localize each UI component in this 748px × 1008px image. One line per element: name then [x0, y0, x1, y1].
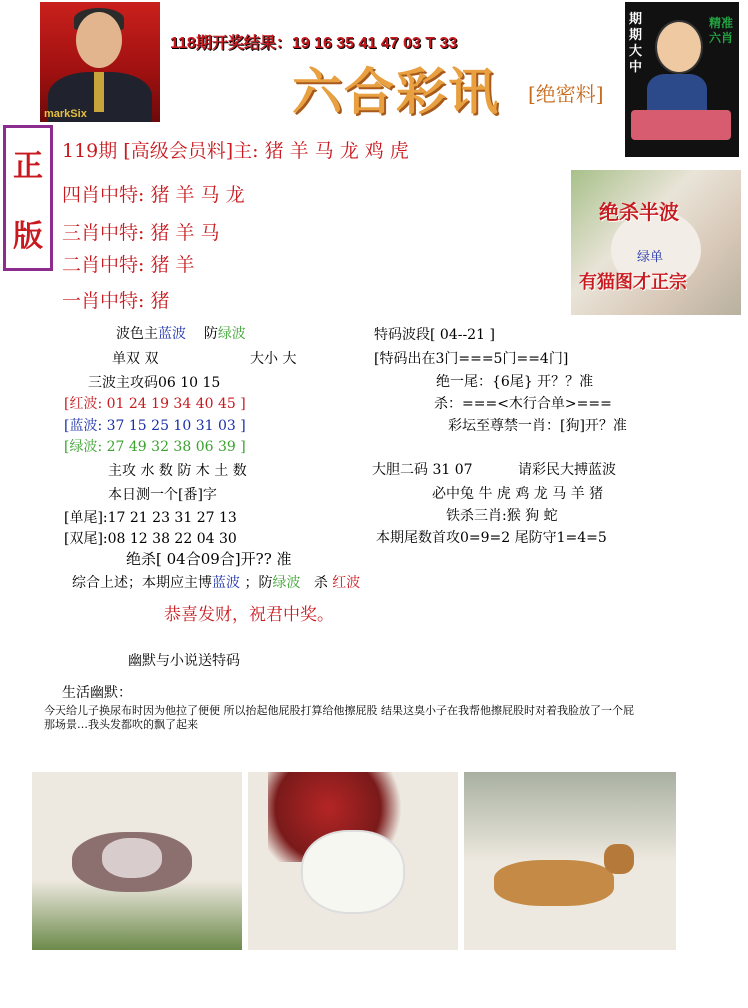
portrait-tie: [94, 72, 104, 112]
odd-tail-line: [单尾]:17 21 23 31 27 13: [64, 510, 237, 526]
two-animals: 猪 羊: [150, 254, 195, 276]
cat-box-title: 绝杀半波: [599, 200, 679, 224]
horse-painting: [464, 772, 676, 950]
three-label: 三肖中特:: [62, 222, 145, 244]
humor-text-line-1: 今天给儿子换尿布时因为他拉了便便 所以抬起他屁股打算给他擦屁股 结果这臭小子在我帮他擦屁股时对着我脸放了一个屁: [44, 704, 634, 717]
page-subtitle: [绝密料]: [528, 82, 604, 106]
one-animals: 猪: [150, 290, 170, 312]
kill-combo-line: 绝杀[ 04合09合]开?? 准: [126, 550, 292, 568]
daily-char-line: 本日测一个[番]字: [108, 487, 217, 503]
summary-kill: 杀: [313, 575, 328, 591]
page-title: 六合彩讯: [292, 62, 500, 121]
badge-char-1: 正: [13, 149, 43, 184]
issue-main-line: [62, 136, 409, 163]
green-wave-nums: 27 49 32 38 06 39 ]: [102, 439, 246, 455]
bold-two-tip: 请彩民大搏蓝波: [518, 462, 616, 478]
wave-guard-value: 绿波: [217, 326, 246, 342]
red-wave-label: [红波:: [64, 396, 103, 412]
red-wave-line: [64, 393, 246, 413]
bold-two-line: 大胆二码 31 07: [372, 462, 473, 478]
cartoon-text-right: 精准六肖: [709, 16, 734, 45]
summary-prefix: 综合上述；本期应主博: [72, 575, 212, 591]
three-animals-line: [62, 218, 220, 245]
pine-shape: [464, 772, 676, 862]
even-tail-line: [双尾]:08 12 38 22 04 30: [64, 531, 237, 547]
four-animals-line: [62, 180, 245, 207]
horse-shape: [494, 860, 614, 906]
horse-head-shape: [604, 844, 634, 874]
portrait-face: [76, 12, 122, 68]
cat-box-note: 绿单: [637, 250, 664, 265]
must-hit-line: 必中兔 牛 虎 鸡 龙 马 羊 猪: [432, 486, 604, 502]
summary-blue: 蓝波: [212, 575, 240, 591]
humor-heading: 幽默与小说送特码: [128, 653, 240, 669]
issue-label: 119期 [高级会员料]主:: [62, 140, 259, 162]
life-humor-label: 生活幽默：: [62, 685, 132, 701]
wave-main-value: 蓝波: [158, 326, 186, 342]
two-animals-line: [62, 250, 195, 277]
pig-painting: [32, 772, 242, 950]
three-animals: 猪 羊 马: [150, 222, 220, 244]
portrait-photo: [40, 2, 160, 122]
authentic-badge: [3, 125, 53, 271]
marksix-logo: markSix: [44, 108, 87, 120]
summary-line: [72, 572, 360, 592]
cartoon-head: [655, 20, 703, 74]
wave-main-label: 波色主: [116, 326, 158, 342]
summary-red: 红波: [332, 575, 361, 591]
main-attack-line: 主攻 水 数 防 木 土 数: [108, 463, 247, 479]
three-wave-line: 三波主攻码06 10 15: [88, 375, 221, 391]
cartoon-table: [631, 110, 731, 140]
draw-result: 118期开奖结果：19 16 35 41 47 03 T 33: [170, 35, 458, 52]
wave-guard-label: 防: [203, 326, 218, 342]
green-wave-line: [64, 436, 246, 456]
red-wave-nums: 01 24 19 34 40 45 ]: [102, 396, 246, 412]
big-small-line: 大小 大: [250, 351, 297, 367]
cat-image-box: [571, 170, 741, 315]
four-animals: 猪 羊 马 龙: [150, 184, 245, 206]
special-door-line: [特码出在3门===5门==4门]: [374, 351, 569, 367]
wave-main-line: [116, 323, 246, 343]
green-wave-label: [绿波:: [64, 439, 103, 455]
cat-box-slogan: 有猫图才正宗: [579, 272, 687, 293]
iron-kill-line: 铁杀三肖:猴 狗 蛇: [446, 508, 558, 524]
four-label: 四肖中特:: [62, 184, 145, 206]
badge-char-2: 版: [13, 219, 43, 254]
odd-even-line: 单双 双: [112, 351, 159, 367]
issue-animals: 猪 羊 马 龙 鸡 虎: [264, 140, 409, 162]
blue-wave-nums: 37 15 25 10 31 03 ]: [102, 418, 246, 434]
humor-text-line-2: 那场景…我头发都吹的飘了起来: [44, 718, 198, 731]
two-label: 二肖中特:: [62, 254, 145, 276]
summary-green: 绿波: [272, 575, 301, 591]
kill-element-line: 杀：===<木行合单>===: [434, 396, 612, 412]
cartoon-illustration: [625, 2, 739, 157]
kill-tail-line: 绝一尾：{6尾} 开？？准: [436, 374, 594, 390]
blue-wave-line: [64, 415, 246, 435]
one-animal-line: [62, 286, 169, 313]
cartoon-text-left: 期期大中: [629, 12, 643, 75]
sheep-shape: [303, 832, 403, 912]
pig-belly-shape: [102, 838, 162, 878]
forbid-animal-line: 彩坛至尊禁一肖：[狗]开？准: [448, 418, 627, 434]
sheep-painting: [248, 772, 458, 950]
congrats-line: 恭喜发财，祝君中奖。: [164, 605, 334, 625]
special-range-line: 特码波段[ 04--21 ]: [374, 327, 495, 343]
tail-attack-line: 本期尾数首攻0=9=2 尾防守1=4=5: [376, 530, 607, 546]
one-label: 一肖中特:: [62, 290, 145, 312]
blue-wave-label: [蓝波:: [64, 418, 103, 434]
summary-mid: ；防: [244, 575, 273, 591]
